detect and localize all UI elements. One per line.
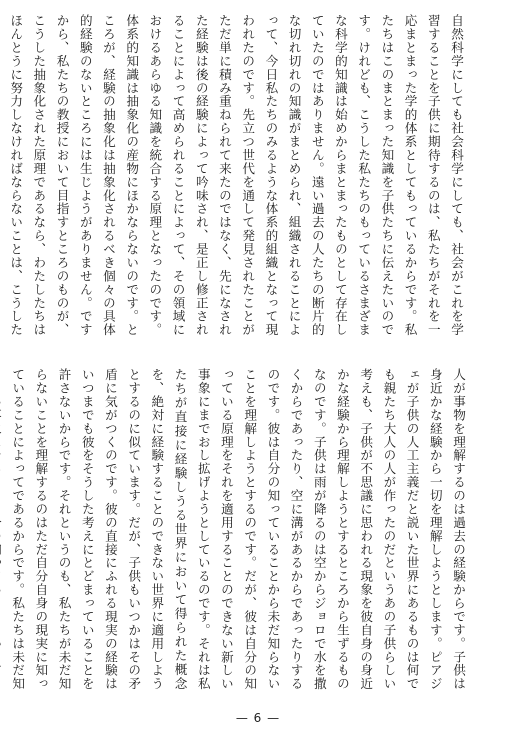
lower-text-block [10, 368, 470, 690]
upper-text-block [8, 14, 468, 336]
paragraph: 人が事物を理解するのは過去の経験からです。子供は身近かな経験から一切を理解しようとします。ピアジェが子供の人工主義だと説いた世界にあるものは何でも親たち大人の人が作ったのだというあの子供らしい考えも、子供が不思議に思われる現象を彼自身の身近かな経験から理解しようとするところから生ずるものなのです。子供は雨が降るのは空からジョロで水を撒くからであったり、空に溝があるからであったりするのです。彼は自分の知っていることから未だ知らないことを理解しようとするのです。だが、彼は自分の知っている原理をそれを適用することのできない新しい事象にまでおし拡げようとしているのです。それは私たちが直接に経験しうる世界において得られた概念を、絶対に経験することのできない世界に適用しようとするのに似ています。だが、子供もいつかはその矛盾に気がつくのです。彼の直接にふれる現実の経験はいつまでも彼をそうした考えにとどまっていることを許さないからです。それというのも、私たちが未だ知らないことを理解するのはただ自分自身の現実に知っていることによってであるからです。私たちは未だ知 [10, 368, 466, 690]
page-number: — 6 — [235, 711, 281, 725]
paragraph: 自然科学にしても社会科学にしても、社会がこれを学習することを子供に期待するのは、私たちがそれを一応まとまった学的体系としてもっているからです。私たちはこのまとまった知識を子供たちに伝えたいのです。けれども、こうした私たちのもっているさまざまな科学的知識は始めからまとまったものとして存在していたのではありません。遠い過去の人たちの断片的な切れ切れの知識がまとめられ、組織されることによって、今日私たちのみるような体系的組織となって現われたのです。先立つ世代を通して発見されたことがただ単に積み重ねられて来たのではなく、先になされた経験は後の経験によって吟味され、是正し修正されることによって高められることによって、その領域におけるあらゆる知識を統合する原理となったのです。体系的知識は抽象化の産物にほかならないのです。ところが、経験の抽象化は抽象化されるべき個々の具体的経験のないところには生じようがありません。ですから、私たちの教授において目指すところのものが、こうした抽象化された原理であるなら、わたしたちはほんとうに努力しなければならないことは、こうした [8, 14, 464, 336]
